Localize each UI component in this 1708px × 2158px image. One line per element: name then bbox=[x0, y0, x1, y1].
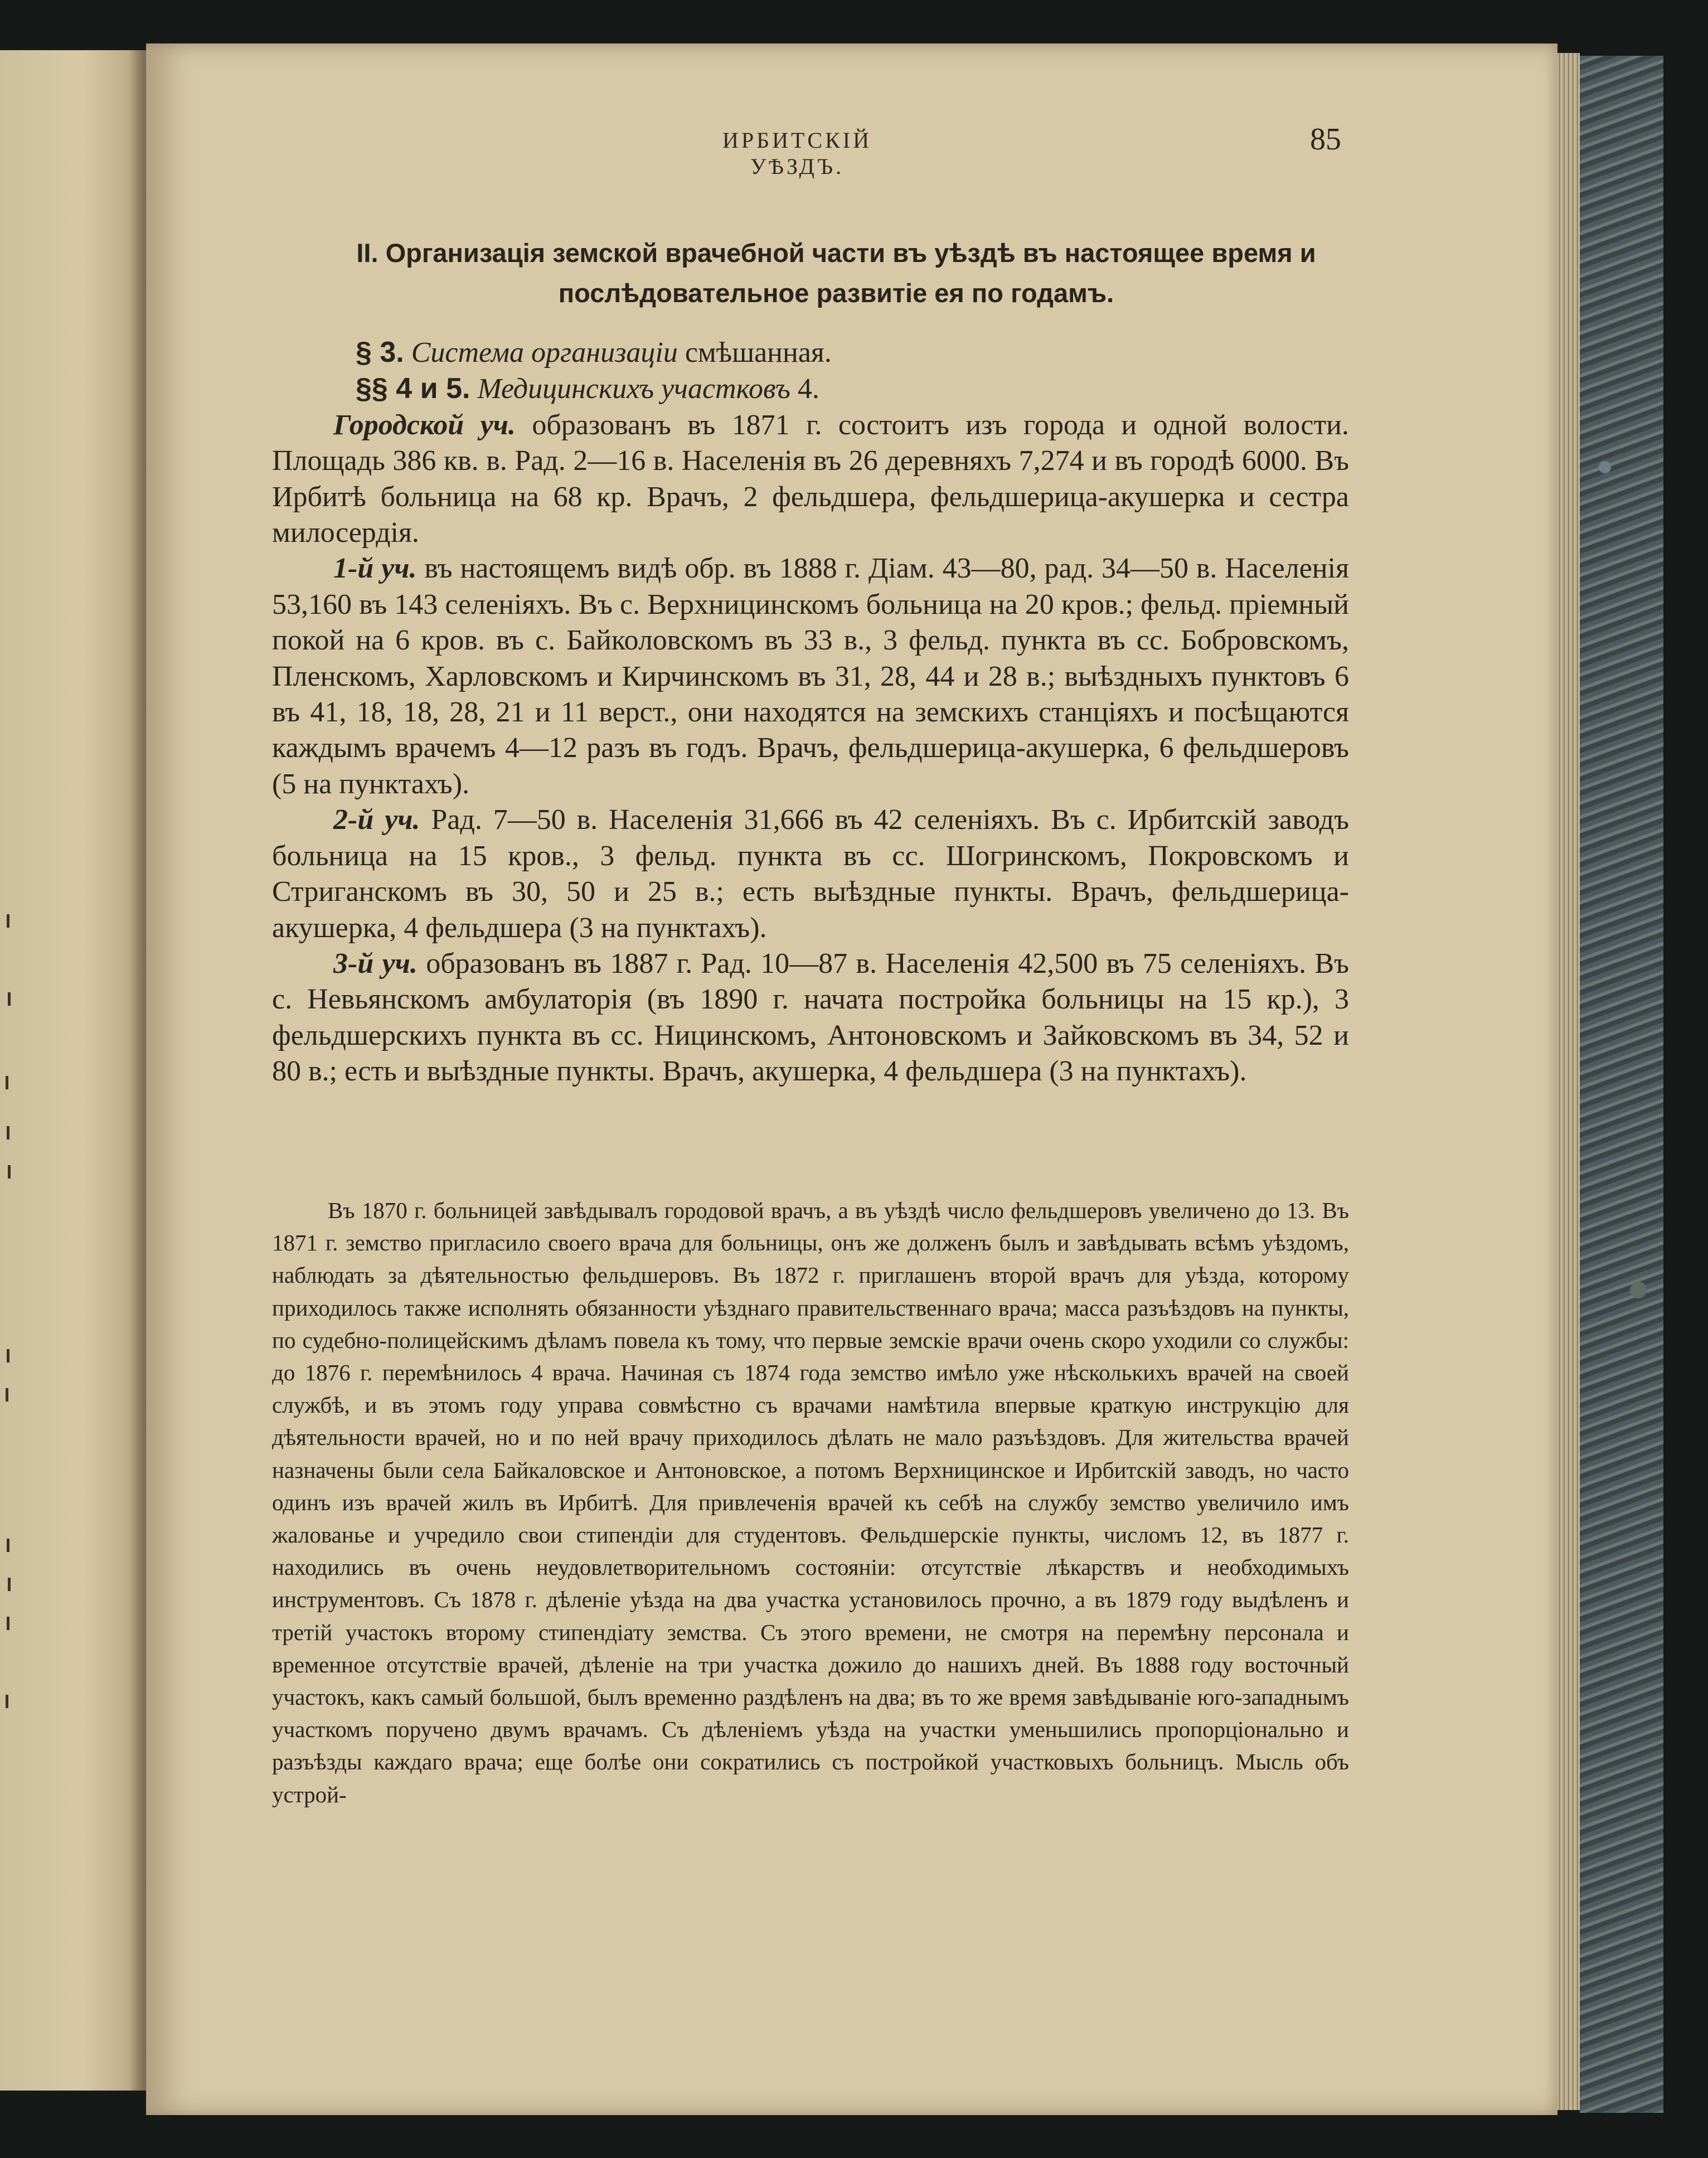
section-4-5 bbox=[272, 371, 1349, 407]
page-number: 85 bbox=[1310, 122, 1341, 157]
section-3 bbox=[272, 334, 1349, 371]
chapter-title-line-1: II. Организація земской врачебной части въ уѣздѣ въ настоящее время и bbox=[356, 238, 1316, 268]
page-stack-edges bbox=[1557, 53, 1580, 2110]
paragraph-heading: Городской уч. bbox=[333, 409, 516, 441]
section-label: § 3. bbox=[356, 336, 404, 368]
paragraph-district-2 bbox=[272, 802, 1349, 946]
main-text bbox=[272, 334, 1349, 1090]
marbled-cover bbox=[1580, 56, 1663, 2113]
section-label: §§ 4 и 5. bbox=[356, 372, 470, 405]
section-title: Медицинскихъ участковъ bbox=[477, 373, 790, 405]
history-small-print bbox=[272, 1194, 1349, 1811]
chapter-title-line-2: послѣдовательное развитіе ея по годамъ. bbox=[558, 278, 1114, 308]
paragraph-text: Рад. 7—50 в. Населенія 31,666 въ 42 селеніяхъ. Въ с. Ирбитскій заводъ больница на 15 кров., 3 фельд. пункта въ сс. Шогринскомъ, Покровскомъ и Стриганскомъ въ 30, 50 и 25 в.; есть выѣздные пункты. Врачъ, фельдшерица-акушерка, 4 фельдшера (3 на пунктахъ). bbox=[272, 804, 1349, 944]
paragraph-heading: 2-й уч. bbox=[333, 804, 420, 836]
section-text: смѣшанная. bbox=[677, 337, 832, 368]
running-header: ИРБИТСКІЙ УѢЗДЪ. bbox=[722, 128, 872, 179]
chapter-title bbox=[268, 233, 1405, 313]
paragraph-heading: 3-й уч. bbox=[333, 947, 418, 979]
paragraph-district-1 bbox=[272, 551, 1349, 802]
history-paragraph: Въ 1870 г. больницей завѣдывалъ городовой врачъ, а въ уѣздѣ число фельдшеровъ увеличено до 13. Въ 1871 г. земство пригласило своего врача для больницы, онъ же долженъ былъ и завѣдывать всѣмъ уѣздомъ, наблюдать за дѣятельностью фельдшеровъ. Въ 1872 г. приглашенъ второй врачъ для уѣзда, которому приходилось также исполнять обязанности уѣзднаго правительственнаго врача; масса разъѣздовъ на пункты, по судебно-полицейскимъ дѣламъ повела къ тому, что первые земскіе врачи очень скоро уходили со службы: до 1876 г. перемѣнилось 4 врача. Начиная съ 1874 года земство имѣло уже нѣсколькихъ врачей на своей службѣ, и въ этомъ году управа совмѣстно съ врачами намѣтила впервые краткую инструкцію для дѣятельности врачей, но и по ней врачу приходилось дѣлать не мало разъѣздовъ. Для жительства врачей назначены были села Байкаловское и Антоновское, а потомъ Верхницинское и Ирбитскій заводъ, но часто одинъ изъ врачей жилъ въ Ирбитѣ. Для привлеченія врачей къ себѣ на службу земство увеличило имъ жалованье и учредило свои стипендіи для студентовъ. Фельдшерскіе пункты, числомъ 12, въ 1877 г. находились въ очень неудовлетворительномъ состояніи: отсутствіе лѣкарствъ и необходимыхъ инструментовъ. Съ 1878 г. дѣленіе уѣзда на два участка установилось прочно, а въ 1879 году выдѣленъ и третій участокъ второму стипендіату земства. Съ этого времени, не смотря на перемѣну персонала и временное отсутствіе врачей, дѣленіе на три участка дожило до нашихъ дней. Въ 1888 году восточный участокъ, какъ самый большой, былъ временно раздѣленъ на два; въ то же время завѣдываніе юго-западнымъ участкомъ поручено двумъ врачамъ. Съ дѣленіемъ уѣзда на участки уменьшились пропорціонально и разъѣзды каждаго врача; еще болѣе они сократились съ постройкой участковыхъ больницъ. Мысль объ устрой- bbox=[272, 1197, 1349, 1807]
section-title: Система организаціи bbox=[411, 337, 678, 368]
paragraph-text: въ настоящемъ видѣ обр. въ 1888 г. Діам. 43—80, рад. 34—50 в. Населенія 53,160 въ 143 селеніяхъ. Въ с. Верхницинскомъ больница на 20 кров.; фельд. пріемный покой на 6 кров. въ с. Байколовскомъ въ 33 в., 3 фельд. пункта въ сс. Бобровскомъ, Пленскомъ, Харловскомъ и Кирчинскомъ въ 31, 28, 44 и 28 в.; выѣздныхъ пунктовъ 6 въ 41, 18, 18, 28, 21 и 11 верст., они находятся на земскихъ станціяхъ и посѣщаются каждымъ врачемъ 4—12 разъ въ годъ. Врачъ, фельдшерица-акушерка, 6 фельдшеровъ (5 на пунктахъ). bbox=[272, 552, 1349, 800]
left-page-edge bbox=[0, 50, 149, 2091]
paragraph-heading: 1-й уч. bbox=[333, 552, 417, 585]
paragraph-text: образованъ въ 1871 г. состоитъ изъ города и одной волости. Площадь 386 кв. в. Рад. 2—16 в. Населенія въ 26 деревняхъ 7,274 и въ городѣ 6000. Въ Ирбитѣ больница на 68 кр. Врачъ, 2 фельдшера, фельдшерица-акушерка и сестра милосердія. bbox=[272, 409, 1350, 549]
section-text: 4. bbox=[790, 373, 819, 405]
paragraph-text: образованъ въ 1887 г. Рад. 10—87 в. Населенія 42,500 въ 75 селеніяхъ. Въ с. Невьянскомъ амбулаторія (въ 1890 г. начата постройка больницы на 15 кр.), 3 фельдшерскихъ пункта въ сс. Ницинскомъ, Антоновскомъ и Зайковскомъ въ 34, 52 и 80 в.; есть и выѣздные пункты. Врачъ, акушерка, 4 фельдшера (3 на пунктахъ). bbox=[272, 947, 1349, 1088]
paragraph-district-3 bbox=[272, 946, 1349, 1090]
paragraph-city-district bbox=[272, 408, 1349, 551]
